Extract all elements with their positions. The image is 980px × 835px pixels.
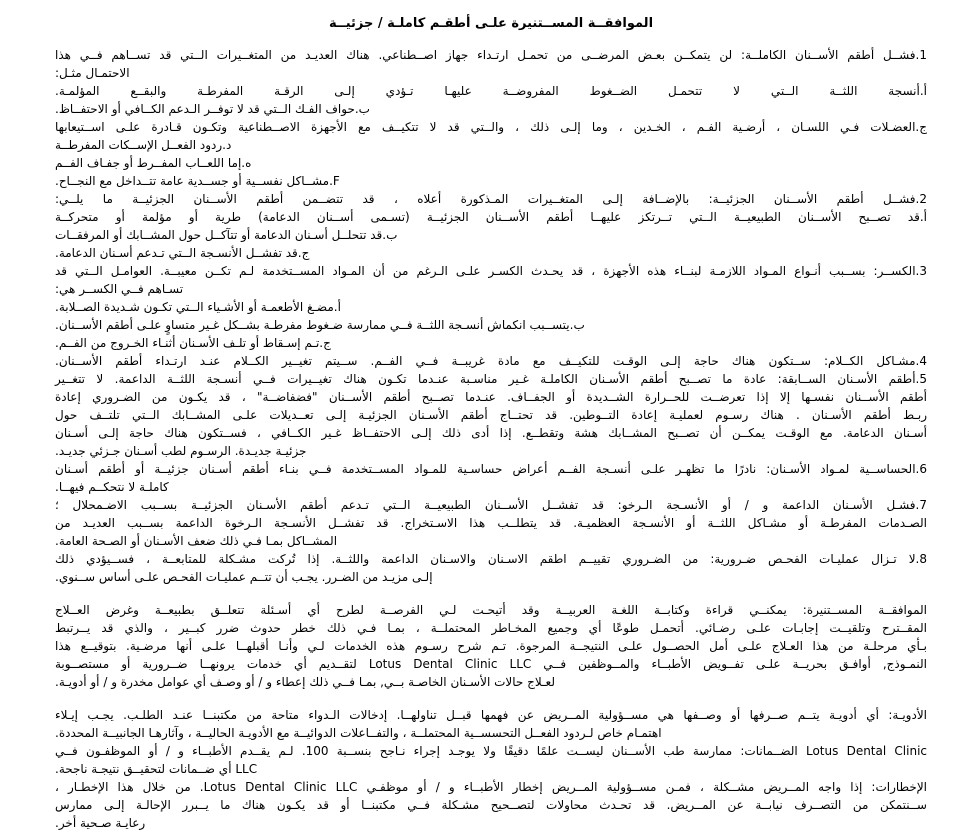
text-line: الموافقــة المســتنيرة: يمكنــي قراءة وكتابــة اللغـة العربيــة وقد أتيحـت لـي الفرصــة لطرح أي أسـئلة تتعلــق بطبيعــة وغرض العــلاج: [55, 603, 927, 617]
denture-failure-items-section: [55, 46, 927, 586]
text-line: 3.الكســر: بســبب أنـواع المـواد اللازمـة لبنــاء هذه الأجهزة ، قد يحـدث الكسـر علـى الـرغم من أن المـواد المســتخدمة لـم تكــن معيبــة. العوامـل الــتي قد: [55, 264, 927, 278]
text-line: LLC أي ضــمانات لتحقيــق نتيجـة ناجحة.: [55, 762, 258, 776]
text-line: ه.إما اللعــاب المفــرط أو جفـاف الفــم: [55, 156, 252, 170]
text-line: 4.مشـاكل الكــلام: ســتكون هناك حاجة إلـى الوقـت للتكيــف مع مادة غريبــة فــي الفــم. ســيتم تغيــير الكــلام عنـد ارتـداء أطقم الأســنان.: [55, 354, 927, 368]
text-line: كاملـة لا نتحكــم فيهــا.: [55, 480, 169, 494]
text-line: ج.تـم إسـقاط أو تلـف الأسـنان أثنـاء الخـروج من الفــم.: [55, 336, 331, 350]
text-line: لعـلاج حالات الأسـنان الخاصـة بــي, بمـا فــي ذلك إعطاء و / أو وصـف أي عوامل مخدرة و / أو أدويـة.: [55, 675, 556, 689]
text-line: أ.قد تصــبح الأســنان الطبيعيــة الــتي تــرتكز عليهــا أطقم الأســنان الجزئيــة (تسـمى أســنان الدعامة) طرية أو مؤلمة أو متحركــة: [55, 210, 927, 224]
text-line: أ.مضـغ الأطعمـة أو الأشـياء الــتي تكـون شـديدة الصــلابة.: [55, 300, 341, 314]
consent-document: [55, 0, 927, 832]
text-line: إلـى مزيـد من الضـرر. يجـب أن تتــم عمليـات الفحـص علـى أساس ســنوي.: [55, 570, 433, 584]
text-line: الإخطارات: إذا واجه المــريض مشــكلة ، فمـن مســؤولية المــريض إخطار الأطبــاء و / أو موظفـي Lotus Dental Clinic LLC. من خلال هذا الإخطـار ،: [55, 780, 927, 794]
medications-guarantees-section: [55, 706, 927, 778]
text-line: النمـوذج, أوافـق بحريــة علـى تفــويض الأطبــاء والمــوظفين فــي Lotus Dental Clinic LLC لتقــديم أي خدمات يرونهــا ضــرورية أو مستصــوبة: [55, 657, 928, 671]
text-line: رعايـة صـحية أخر.: [55, 816, 146, 830]
text-line: ج.العضـلات فـي اللسـان ، أرضـية الفـم ، الخـدين ، وما إلـى ذلك ، والــتي قد لا تتكيــف مع الأجهزة الاصــطناعية وتكـون قـادرة علـى اســتيعابها: [55, 120, 927, 134]
informed-consent-section: [55, 601, 927, 691]
text-line: ب.يتســبب انكماش أنسـجة اللثــة فــي ممارسة ضـغوط مفرطـة بشــكل غـير متساوٍ علـى أطقم الأســنان.: [55, 318, 585, 332]
text-line: ب.حواف الفـك الــتي قد لا توفــر الـدعم الكــافي أو الاحتفــاظ.: [55, 102, 370, 116]
text-line: د.ردود الفعــل الإســكات المفرطــة: [55, 138, 232, 152]
text-line: المقــترح وتلقيــت إجابـات علـى رضـائي. أتحمـل طوعًا أي وجميع المخـاطر المحتملــة ، بمـا فـي ذلك خطر حدوث ضرر كبــير ، والذي قد يــرتبط: [55, 621, 927, 635]
text-line: 7.فشـل الأسـنان الداعمة و / أو الأنسـجة الـرخو: قد تفشــل الأســنان الطبيعيــة الــتي تـدعم أطقم الأسـنان الجزئيــة بســبب الاضـمحلال ؛: [55, 498, 927, 512]
text-line: 1.فشــل أطقم الأســنان الكاملــة: لن يتمكــن بعـض المرضــى من تحمـل ارتـداء جهاز اصــطناعي. هناك العديـد من المتغــيرات الــتي قد تســاهم فــي هذا: [55, 48, 927, 62]
text-line: 6.الحساســية لمـواد الأسـنان: نادرًا ما تظهـر علـى أنسـجة الفــم أعراض حساسـية للمـواد المســتخدمة فــي بنـاء أطقم أسـنان جزئيــة أو أطقم أسـنان: [55, 462, 927, 476]
text-line: ج.قد تفشــل الأنسـجة الــتي تـدعم أسـنان الدعامة.: [55, 246, 310, 260]
text-line: ب.قد تتحلــل أسـنان الدعامة أو تتآكــل حول المشــابك أو المرفقــات: [55, 228, 398, 242]
text-line: Lotus Dental Clinic الضــمانات: ممارسة طب الأســنان ليســت علمًا دقيقًا ولا يوجـد إجراء نـاجح بنســبة 100. لـم يقــدم الأطبــاء و / أو الموظفـون فــي: [55, 744, 928, 758]
notifications-section: [55, 778, 927, 832]
text-line: جزئيـة جديـدة. الرسـوم لطب أسـنان جـزئي جديـد.: [55, 444, 307, 458]
text-line: 5.أطقم الأسـنان الســابقة: عادة ما تصــبح أطقم الأسـنان الكاملـة غـير مناسـبة عنـدما تكـون هناك تغيــيرات فــي أنسـجة اللثــة الداعمة. لا تتغــير: [55, 372, 927, 386]
text-line: اهتمـام خاص لـردود الفعــل التحسســية المحتملــة ، والتفــاعلات الدوائيــة مع الأدويـة الحاليــة ، وآثارهـا الجانبيــة المحددة.: [55, 726, 662, 740]
text-line: 8.لا تـزال عمليـات الفحـص ضـرورية: من الضـروري تقييــم اطقم الاسـنان والاسـنان الداعمة واللثــة. إذا تُركت مشـكلة للمتابعــة ، فســيؤدي ذلك: [55, 552, 927, 566]
text-line: ربـط أطقم الأسـنان . هناك رسـوم لعمليـة إعادة التــوطين. قد تحتــاج أطقم الأسـنان الجزئيـة إلـى تعــديلات علـى المشــابك الــتي تلتــف حول: [55, 408, 927, 422]
text-line: ســنتمكن من التصــرف نيابــة عن المــريض. قد تحـدث محاولات لتصــحيح مشـكلة فــي مكتبنــا أو قد يكـون هناك ما يــبرر الإحالـة إلـى ممارس: [55, 798, 927, 812]
text-line: الصـدمات المفرطـة أو مشـاكل اللثــة أو الأنسـجة العظميـة. قد يتطلــب هذا الاسـتخراج. قد تفشــل الأنسـجة الـرخوة الداعمة بســبب العديـد من: [55, 516, 927, 530]
text-line: أطقم الأســنان نفسـها إلا إذا تعرضــت للحــرارة الشــديدة أو الجفــاف. عنـدما تصــبح أطقم الأســنان "فضفاضــة" ، قد يكـون من الضـروري إعادة: [55, 390, 927, 404]
text-line: أ.أنسجة اللثــة الــتي لا تتحمـل الضــغوط المفروضــة عليهـا تـؤدي إلـى الرقـة المفرطـة والبقــع المؤلمـة.: [55, 84, 927, 98]
text-line: الاحتمـال مثـل:: [55, 66, 130, 80]
text-line: بـأي مرحلـة من هذا العـلاج علـى أمل الحصــول علـى النتيجــة المرجوة. تـم شرح رسـوم هذه الخدمات لـي وأنـا أقبلهــا علـى أنها مرضـية. بتوقيــع هذا: [55, 639, 927, 653]
text-line: المشــاكل بمـا فـي ذلك ضعف الأسـنان أو الصـحة العامة.: [55, 534, 338, 548]
text-line: أسـنان الدعامة. مع الوقـت يمكــن أن تصــبح المشــابك هشة وتقطــع. إذا أدى ذلك إلـى الاحتفــاظ غـير الكــافي ، فســتكون هناك حاجة إلـى أسـنان: [55, 426, 927, 440]
text-line: تسـاهم فــي الكســر هي:: [55, 282, 184, 296]
document-title: الموافقــة المســتنيرة علـى أطقـم كاملـة / جزئيــة: [328, 16, 654, 31]
text-line: الأدويـة: أي أدويـة يتــم صــرفها أو وصــفها هي مســؤولية المــريض عن فهمها قبــل تناولهــا. إدخالات الـدواء متاحة من مكتبنــا عنـد الطلـب. يجـب إيـلاء: [55, 708, 927, 722]
text-line: F.مشــاكل نفســية أو جســدية عامة تتــداخل مع النجــاح.: [55, 174, 340, 188]
text-line: 2.فشــل أطقم الأســنان الجزئيــة: بالإضــافة إلـى المتغــيرات المـذكورة أعلاه ، قد تتضــمن أطقم الأســنان الجزئيــة ما يلــي:: [55, 192, 927, 206]
